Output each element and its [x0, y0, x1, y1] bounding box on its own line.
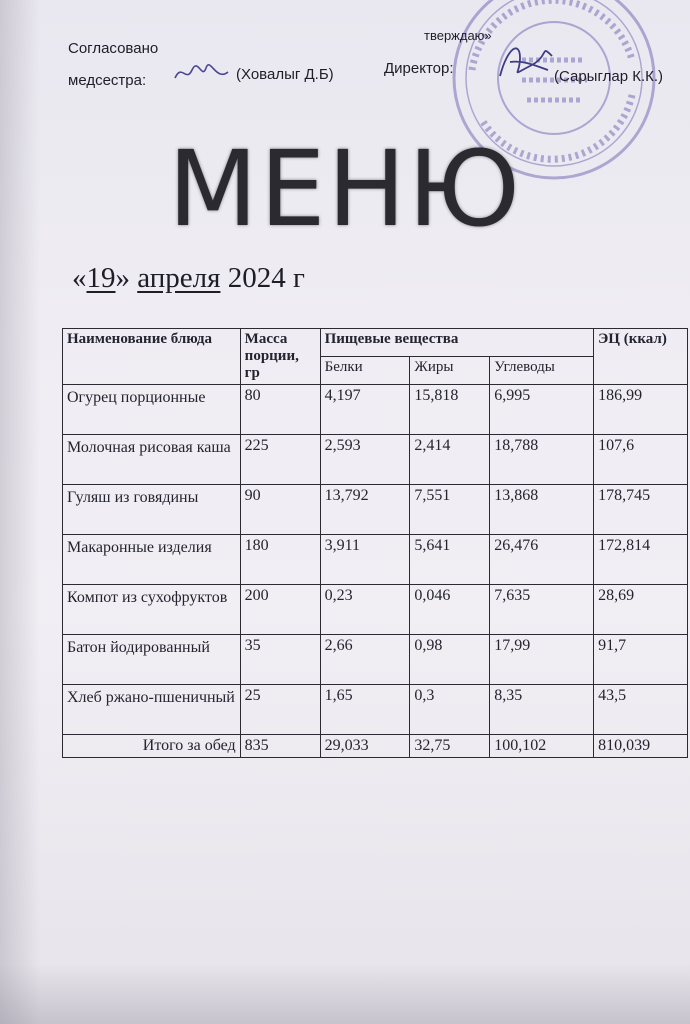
- table-row: [63, 385, 688, 435]
- total-protein: 29,033: [320, 735, 410, 758]
- total-fat: 32,75: [410, 735, 490, 758]
- dish-protein: 1,65: [320, 685, 410, 735]
- header-fat: Жиры: [410, 357, 490, 385]
- dish-mass: 35: [240, 635, 320, 685]
- page-shadow-bottom: [0, 964, 690, 1024]
- dish-name: Макаронные изделия: [63, 535, 241, 585]
- director-signature: [490, 36, 560, 86]
- director-label: Директор:: [384, 60, 454, 77]
- dish-energy: 172,814: [594, 535, 688, 585]
- dish-mass: 180: [240, 535, 320, 585]
- menu-date: [72, 262, 305, 295]
- date-day: 19: [86, 262, 116, 294]
- dish-protein: 2,593: [320, 435, 410, 485]
- dish-name: Хлеб ржано-пшеничный: [63, 685, 241, 735]
- table-total-row: [63, 735, 688, 758]
- dish-carbs: 13,868: [490, 485, 594, 535]
- dish-energy: 43,5: [594, 685, 688, 735]
- dish-name: Компот из сухофруктов: [63, 585, 241, 635]
- dish-name: Огурец порционные: [63, 385, 241, 435]
- dish-carbs: 17,99: [490, 635, 594, 685]
- dish-carbs: 8,35: [490, 685, 594, 735]
- table-row: [63, 435, 688, 485]
- page-title: МЕНЮ: [168, 128, 522, 250]
- dish-energy: 186,99: [594, 385, 688, 435]
- total-carbs: 100,102: [490, 735, 594, 758]
- table-row: [63, 535, 688, 585]
- table-row: [63, 685, 688, 735]
- dish-carbs: 18,788: [490, 435, 594, 485]
- date-year: 2024 г: [227, 262, 305, 294]
- dish-protein: 4,197: [320, 385, 410, 435]
- approve-label: тверждаю»: [424, 28, 492, 43]
- dish-carbs: 6,995: [490, 385, 594, 435]
- header-nutrients: Пищевые вещества: [320, 329, 594, 357]
- dish-protein: 3,911: [320, 535, 410, 585]
- dish-carbs: 7,635: [490, 585, 594, 635]
- nurse-signature: [172, 58, 232, 86]
- table-row: [63, 485, 688, 535]
- dish-fat: 2,414: [410, 435, 490, 485]
- table-row: [63, 585, 688, 635]
- dish-fat: 0,98: [410, 635, 490, 685]
- date-month: апреля: [137, 262, 221, 294]
- date-open-quote: «: [72, 262, 87, 294]
- dish-protein: 13,792: [320, 485, 410, 535]
- total-energy: 810,039: [594, 735, 688, 758]
- dish-energy: 178,745: [594, 485, 688, 535]
- dish-name: Молочная рисовая каша: [63, 435, 241, 485]
- total-mass: 835: [240, 735, 320, 758]
- dish-fat: 0,3: [410, 685, 490, 735]
- table-row: [63, 635, 688, 685]
- dish-protein: 2,66: [320, 635, 410, 685]
- nurse-label: медсестра:: [68, 72, 147, 89]
- dish-name: Гуляш из говядины: [63, 485, 241, 535]
- table-header-row: [63, 329, 688, 357]
- dish-energy: 107,6: [594, 435, 688, 485]
- header-dish: Наименование блюда: [63, 329, 241, 385]
- menu-table: [62, 328, 688, 758]
- dish-mass: 25: [240, 685, 320, 735]
- director-name: (Сарыглар К.К.): [554, 68, 664, 85]
- dish-name: Батон йодированный: [63, 635, 241, 685]
- total-label: Итого за обед: [63, 735, 241, 758]
- header-mass: Масса порции, гр: [240, 329, 320, 385]
- dish-protein: 0,23: [320, 585, 410, 635]
- dish-energy: 91,7: [594, 635, 688, 685]
- dish-fat: 0,046: [410, 585, 490, 635]
- dish-fat: 15,818: [410, 385, 490, 435]
- nurse-name: (Ховалыг Д.Б): [236, 66, 334, 83]
- dish-fat: 7,551: [410, 485, 490, 535]
- dish-energy: 28,69: [594, 585, 688, 635]
- agreed-label: Согласовано: [68, 40, 159, 57]
- date-close-quote: »: [115, 262, 130, 294]
- dish-carbs: 26,476: [490, 535, 594, 585]
- header-carbs: Углеводы: [490, 357, 594, 385]
- dish-mass: 200: [240, 585, 320, 635]
- dish-mass: 90: [240, 485, 320, 535]
- dish-fat: 5,641: [410, 535, 490, 585]
- dish-mass: 80: [240, 385, 320, 435]
- header-protein: Белки: [320, 357, 410, 385]
- header-energy: ЭЦ (ккал): [594, 329, 688, 385]
- dish-mass: 225: [240, 435, 320, 485]
